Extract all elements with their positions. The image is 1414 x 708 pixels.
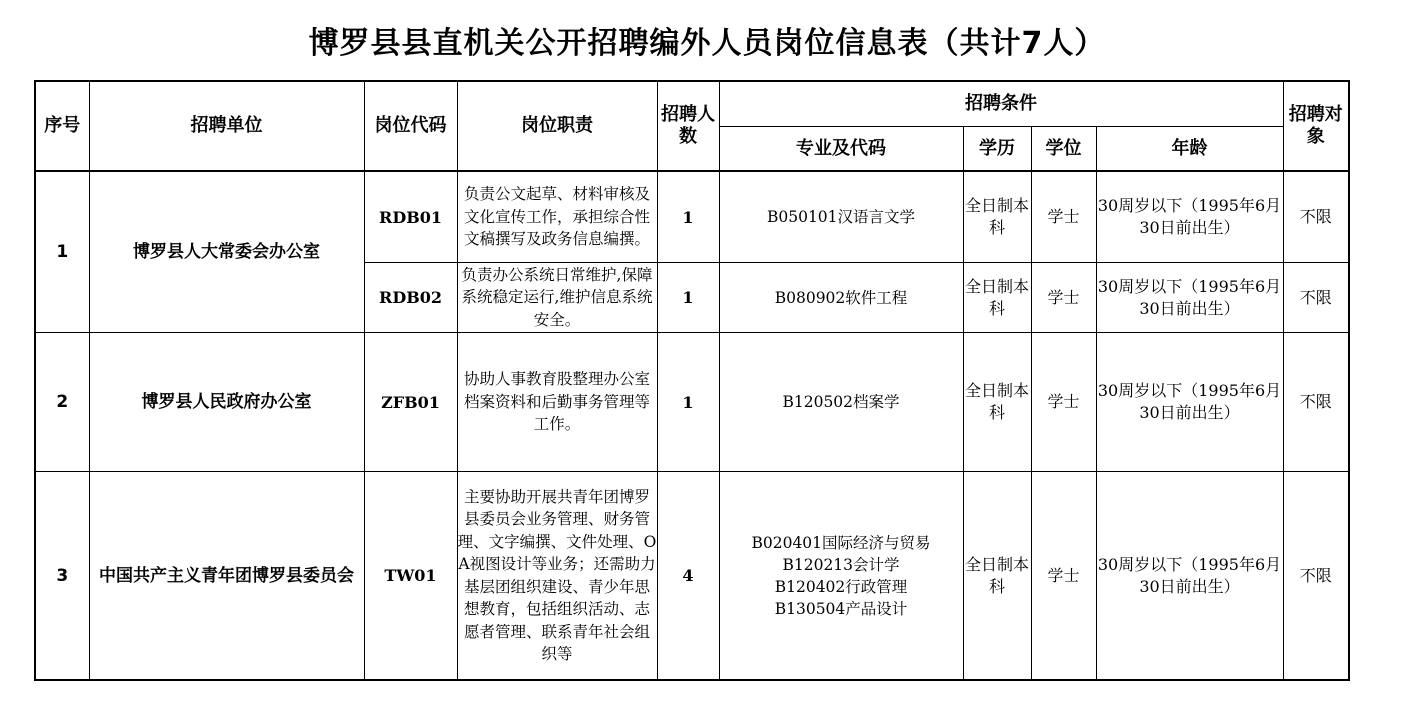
header-duty: 岗位职责 xyxy=(457,81,657,171)
table-row xyxy=(35,171,1349,263)
position-code: RDB01 xyxy=(364,171,457,263)
page-title: 博罗县县直机关公开招聘编外人员岗位信息表（共计7人） xyxy=(308,26,1106,61)
position-duty: 主要协助开展共青年团博罗县委员会业务管理、财务管理、文字编撰、文件处理、OA视图设计等业务；还需助力基层团组织建设、青少年思想教育，包括组织活动、志愿者管理、联系青年社会组织等 xyxy=(457,472,657,681)
unit-name: 中国共产主义青年团博罗县委员会 xyxy=(89,472,364,681)
position-target: 不限 xyxy=(1283,263,1349,333)
major-item: B120502档案学 xyxy=(782,393,900,411)
position-degree: 学士 xyxy=(1031,171,1096,263)
unit-seq: 3 xyxy=(35,472,89,681)
major-item: B020401国际经济与贸易 xyxy=(751,533,931,552)
position-age: 30周岁以下（1995年6月30日前出生） xyxy=(1096,171,1283,263)
unit-name: 博罗县人民政府办公室 xyxy=(89,333,364,472)
position-degree: 学士 xyxy=(1031,333,1096,472)
major-item: B130504产品设计 xyxy=(774,599,908,618)
position-count: 4 xyxy=(657,472,719,681)
unit-name: 博罗县人大常委会办公室 xyxy=(89,171,364,333)
position-major xyxy=(719,472,963,681)
table-row xyxy=(35,472,1349,681)
position-target: 不限 xyxy=(1283,333,1349,472)
position-age: 30周岁以下（1995年6月30日前出生） xyxy=(1096,263,1283,333)
position-education: 全日制本科 xyxy=(963,171,1031,263)
position-education: 全日制本科 xyxy=(963,472,1031,681)
unit-seq: 1 xyxy=(35,171,89,333)
position-major xyxy=(719,333,963,472)
position-degree: 学士 xyxy=(1031,472,1096,681)
unit-seq: 2 xyxy=(35,333,89,472)
header-target: 招聘对象 xyxy=(1283,81,1349,171)
position-major xyxy=(719,263,963,333)
position-degree: 学士 xyxy=(1031,263,1096,333)
header-seq: 序号 xyxy=(35,81,89,171)
position-major xyxy=(719,171,963,263)
header-count: 招聘人数 xyxy=(657,81,719,171)
position-age: 30周岁以下（1995年6月30日前出生） xyxy=(1096,472,1283,681)
header-unit: 招聘单位 xyxy=(89,81,364,171)
position-age: 30周岁以下（1995年6月30日前出生） xyxy=(1096,333,1283,472)
position-count: 1 xyxy=(657,333,719,472)
position-code: ZFB01 xyxy=(364,333,457,472)
position-target: 不限 xyxy=(1283,472,1349,681)
table-row xyxy=(35,333,1349,472)
major-item: B120402行政管理 xyxy=(774,577,908,596)
position-education: 全日制本科 xyxy=(963,263,1031,333)
major-item: B080902软件工程 xyxy=(774,288,908,307)
position-code: TW01 xyxy=(364,472,457,681)
position-code: RDB02 xyxy=(364,263,457,333)
header-degree: 学位 xyxy=(1031,127,1096,172)
major-item: B120213会计学 xyxy=(782,555,900,574)
header-conditions: 招聘条件 xyxy=(719,81,1283,127)
position-duty: 负责公文起草、材料审核及文化宣传工作，承担综合性文稿撰写及政务信息编撰。 xyxy=(457,171,657,263)
position-duty: 协助人事教育股整理办公室档案资料和后勤事务管理等工作。 xyxy=(457,333,657,472)
header-major: 专业及代码 xyxy=(719,127,963,172)
major-item: B050101汉语言文学 xyxy=(766,208,916,226)
header-age: 年龄 xyxy=(1096,127,1283,172)
position-duty: 负责办公系统日常维护,保障系统稳定运行,维护信息系统安全。 xyxy=(457,263,657,333)
position-education: 全日制本科 xyxy=(963,333,1031,472)
header-education: 学历 xyxy=(963,127,1031,172)
position-count: 1 xyxy=(657,263,719,333)
position-target: 不限 xyxy=(1283,171,1349,263)
header-code: 岗位代码 xyxy=(364,81,457,171)
recruitment-table xyxy=(34,80,1350,681)
position-count: 1 xyxy=(657,171,719,263)
